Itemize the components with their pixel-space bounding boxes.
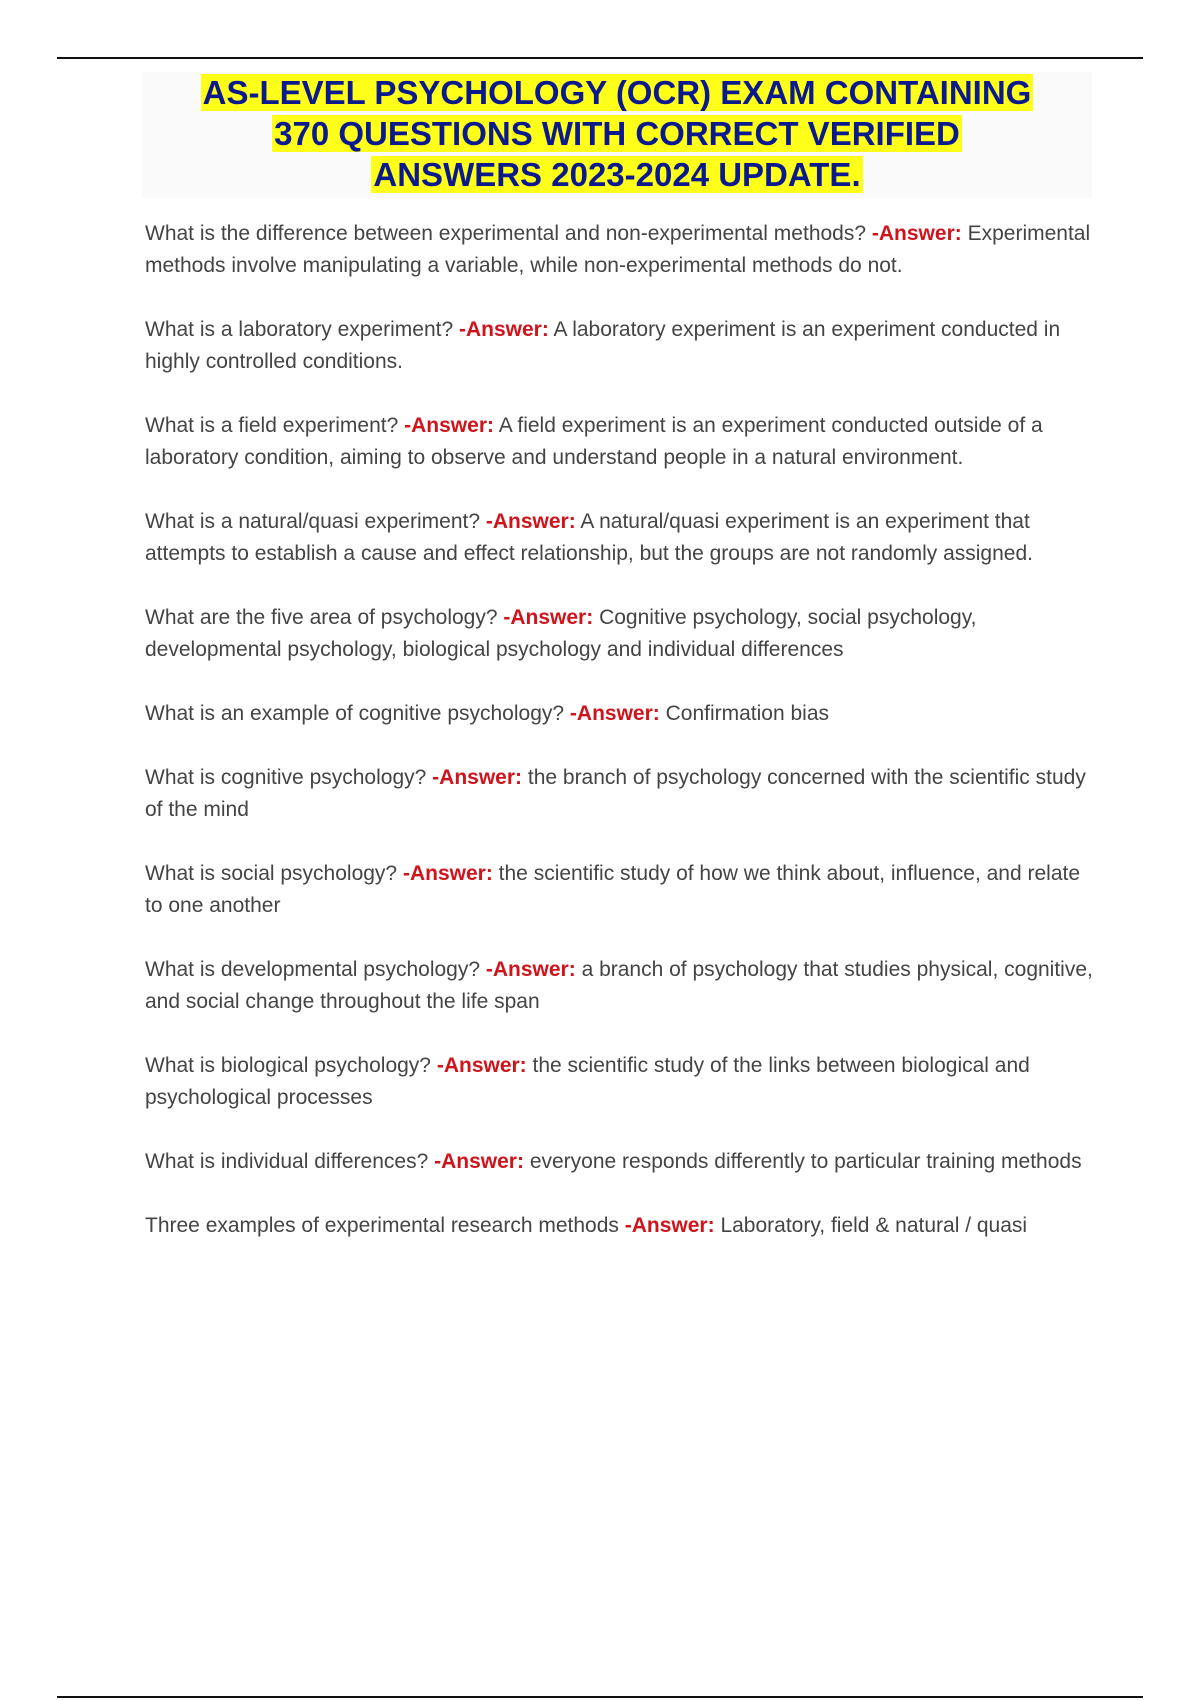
question-text: What is an example of cognitive psychology? <box>145 702 565 725</box>
qa-item <box>145 1210 1095 1242</box>
top-divider <box>57 57 1143 59</box>
document-title <box>142 72 1092 198</box>
qa-item <box>145 858 1095 922</box>
answer-text: a branch of psychology that studies physical, cognitive, and social change throughout the life span <box>145 958 1093 1013</box>
answer-text: the scientific study of the links between biological and psychological processes <box>145 1054 1030 1109</box>
answer-label: -Answer: <box>569 702 660 725</box>
answer-label: -Answer: <box>871 222 962 245</box>
qa-item <box>145 410 1095 474</box>
question-text: What are the five area of psychology? <box>145 606 498 629</box>
qa-list <box>145 218 1095 1274</box>
answer-text: A natural/quasi experiment is an experiment that attempts to establish a cause and effect relationship, but the groups are not randomly assigned. <box>145 510 1033 565</box>
qa-item <box>145 314 1095 378</box>
answer-label: -Answer: <box>485 510 576 533</box>
qa-item <box>145 218 1095 282</box>
title-line: AS-LEVEL PSYCHOLOGY (OCR) EXAM CONTAINING <box>202 74 1032 111</box>
answer-text: A field experiment is an experiment conducted outside of a laboratory condition, aiming to observe and understand people in a natural environment. <box>145 414 1043 469</box>
question-text: What is the difference between experimental and non-experimental methods? <box>145 222 867 245</box>
answer-text: Experimental methods involve manipulating a variable, while non-experimental methods do not. <box>145 222 1091 277</box>
answer-text: everyone responds differently to particular training methods <box>529 1150 1082 1173</box>
qa-item <box>145 1050 1095 1114</box>
answer-label: -Answer: <box>434 1150 524 1173</box>
bottom-divider <box>57 1696 1143 1698</box>
answer-label: -Answer: <box>485 958 576 981</box>
answer-label: -Answer: <box>436 1054 527 1077</box>
answer-label: -Answer: <box>624 1214 715 1237</box>
question-text: What is cognitive psychology? <box>145 766 427 789</box>
answer-label: -Answer: <box>432 766 523 789</box>
title-line: 370 QUESTIONS WITH CORRECT VERIFIED <box>274 115 960 152</box>
answer-label: -Answer: <box>402 862 493 885</box>
qa-item <box>145 506 1095 570</box>
question-text: What is individual differences? <box>145 1150 429 1173</box>
question-text: What is biological psychology? <box>145 1054 431 1077</box>
question-text: Three examples of experimental research methods <box>145 1214 619 1237</box>
qa-item <box>145 954 1095 1018</box>
qa-item <box>145 698 1095 730</box>
answer-text: Confirmation bias <box>665 702 830 725</box>
answer-label: -Answer: <box>458 318 549 341</box>
answer-text: Cognitive psychology, social psychology, developmental psychology, biological psychology and individual differences <box>145 606 977 661</box>
answer-text: A laboratory experiment is an experiment conducted in highly controlled conditions. <box>145 318 1061 373</box>
answer-label: -Answer: <box>503 606 594 629</box>
answer-text: Laboratory, field & natural / quasi <box>720 1214 1028 1237</box>
qa-item <box>145 602 1095 666</box>
title-line: ANSWERS 2023-2024 UPDATE. <box>373 156 861 193</box>
question-text: What is a laboratory experiment? <box>145 318 454 341</box>
question-text: What is a natural/quasi experiment? <box>145 510 481 533</box>
answer-text: the branch of psychology concerned with the scientific study of the mind <box>145 766 1086 821</box>
answer-text: the scientific study of how we think about, influence, and relate to one another <box>145 862 1081 917</box>
question-text: What is developmental psychology? <box>145 958 481 981</box>
qa-item <box>145 762 1095 826</box>
question-text: What is a field experiment? <box>145 414 399 437</box>
answer-label: -Answer: <box>404 414 494 437</box>
question-text: What is social psychology? <box>145 862 398 885</box>
qa-item <box>145 1146 1095 1178</box>
